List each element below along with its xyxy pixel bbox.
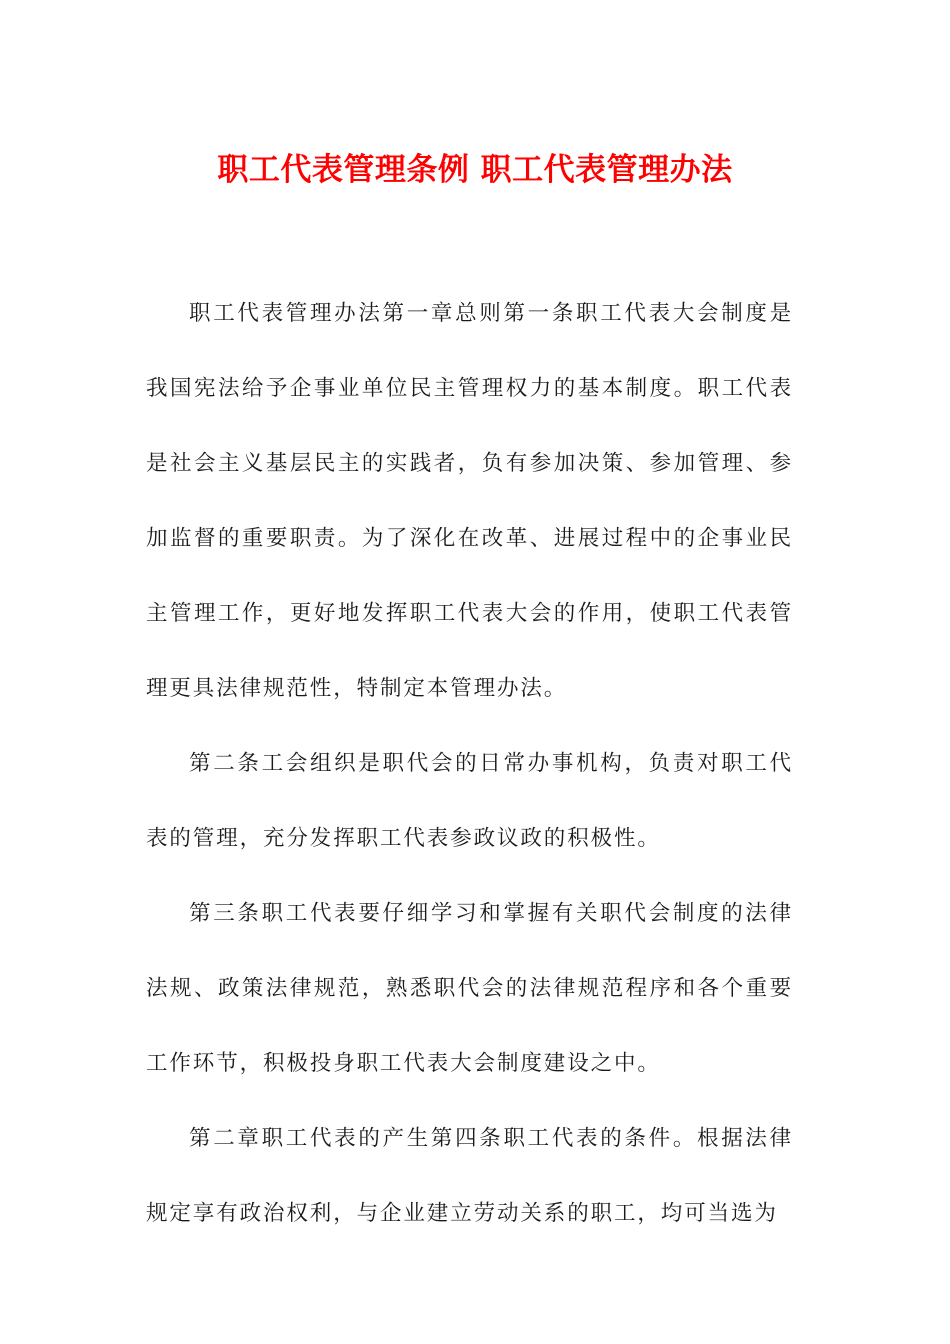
document-title: 职工代表管理条例 职工代表管理办法: [217, 152, 733, 188]
paragraph-4: 第二章职工代表的产生第四条职工代表的条件。根据法律规定享有政治权利，与企业建立劳动关系的职工，均可当选为: [146, 1126, 793, 1226]
paragraph-2: 第二条工会组织是职代会的日常办事机构，负责对职工代表的管理，充分发挥职工代表参政议政的积极性。: [146, 751, 793, 851]
document-body: [146, 276, 793, 1251]
paragraph-1: 职工代表管理办法第一章总则第一条职工代表大会制度是我国宪法给予企事业单位民主管理权力的基本制度。职工代表是社会主义基层民主的实践者，负有参加决策、参加管理、参加监督的重要职责。为了深化在改革、进展过程中的企事业民主管理工作，更好地发挥职工代表大会的作用，使职工代表管理更具法律规范性，特制定本管理办法。: [146, 301, 793, 701]
paragraph-3: 第三条职工代表要仔细学习和掌握有关职代会制度的法律法规、政策法律规范，熟悉职代会的法律规范程序和各个重要工作环节，积极投身职工代表大会制度建设之中。: [146, 901, 793, 1076]
